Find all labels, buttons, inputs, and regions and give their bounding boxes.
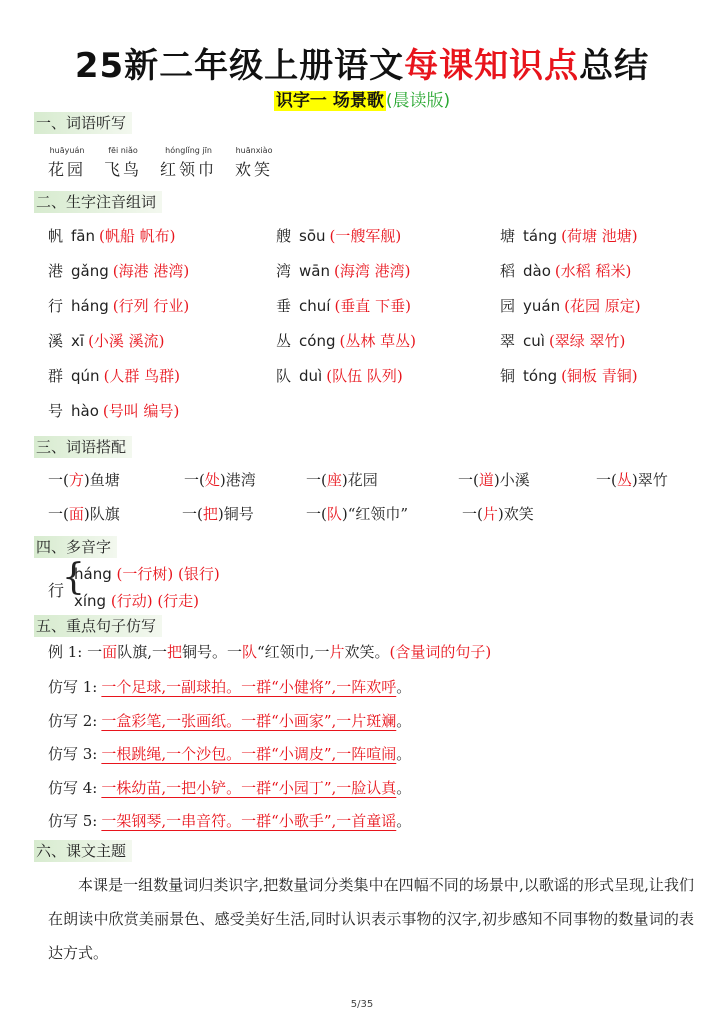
example-label: 例 1: — [48, 643, 83, 661]
hanzi: 花园 — [48, 160, 87, 179]
character-entry — [500, 295, 641, 316]
character-entry — [500, 225, 638, 246]
character-words: (行列 行业) — [112, 297, 190, 315]
character-entry — [48, 225, 175, 246]
example-note: (含量词的句子) — [389, 643, 492, 661]
section-heading-sentence-imitation: 五、重点句子仿写 — [34, 615, 162, 637]
character-words: (人群 鸟群) — [103, 367, 181, 385]
character: 丛 — [276, 332, 292, 350]
character-words: (铜板 青铜) — [561, 367, 638, 385]
character-entry — [48, 365, 180, 386]
measure-word: 队 — [326, 505, 342, 523]
brace-icon: { — [62, 557, 85, 598]
pinyin: gǎng — [71, 262, 109, 280]
imitation-label: 仿写 4: — [48, 778, 98, 797]
pinyin: cuì — [523, 332, 545, 350]
polyphone-words: (一行树) (银行) — [116, 565, 220, 583]
pinyin: fēi niǎo — [108, 146, 138, 155]
character-words: (号叫 编号) — [102, 402, 180, 420]
character-words: (队伍 队列) — [326, 367, 403, 385]
period: 。 — [396, 711, 412, 730]
measure-word: 把 — [202, 505, 218, 523]
imitation-label: 仿写 5: — [48, 812, 98, 830]
character-words: (小溪 溪流) — [88, 332, 165, 350]
pinyin: xī — [71, 332, 85, 350]
measure-word: 片 — [482, 505, 498, 523]
character-entry — [48, 260, 189, 281]
pinyin: háng — [74, 565, 112, 583]
collocation-text: 一( — [48, 471, 69, 489]
imitation-sentence — [48, 676, 411, 697]
lesson-name: 识字一 场景歌 — [275, 91, 384, 111]
character-words: (水稻 稻米) — [554, 262, 632, 280]
collocation-text: )铜号 — [217, 505, 254, 523]
pinyin: fān — [71, 227, 95, 245]
imitation-sentence — [48, 710, 411, 731]
polyphone-reading-1 — [74, 563, 220, 584]
dictation-word — [160, 146, 217, 180]
character-words: (花园 原定) — [564, 297, 641, 315]
section-heading-theme: 六、课文主题 — [34, 840, 132, 862]
section-heading-characters: 二、生字注音组词 — [34, 191, 162, 213]
measure-word: 面 — [102, 643, 118, 661]
pinyin: huāyuán — [49, 146, 85, 155]
period: 。 — [396, 812, 412, 830]
measure-word: 道 — [478, 471, 494, 489]
hanzi: 红领巾 — [160, 160, 218, 179]
measure-word: 丛 — [616, 471, 632, 489]
pinyin: tóng — [523, 367, 558, 385]
character-entry — [276, 295, 411, 316]
dictation-list — [48, 146, 291, 180]
character-words: (丛林 草丛) — [339, 332, 416, 350]
pinyin: háng — [71, 297, 109, 315]
period: 。 — [396, 778, 412, 797]
text: 一 — [87, 643, 103, 661]
character-words: (海湾 港湾) — [333, 262, 411, 280]
collocation-text: 一( — [306, 471, 327, 489]
pinyin: qún — [71, 367, 100, 385]
imitation-label: 仿写 2: — [48, 711, 98, 730]
character: 艘 — [276, 227, 292, 245]
imitation-label: 仿写 3: — [48, 745, 98, 763]
character-entry — [500, 330, 625, 351]
measure-word: 处 — [204, 471, 220, 489]
imitation-sentence — [48, 743, 411, 764]
character-words: (垂直 下垂) — [334, 297, 411, 315]
character-words: (海港 港湾) — [112, 262, 190, 280]
collocation-text: 一( — [596, 471, 617, 489]
dictation-word — [48, 146, 86, 180]
section-heading-collocations: 三、词语搭配 — [34, 436, 132, 458]
collocation-item — [48, 469, 120, 490]
collocation-item — [48, 503, 120, 524]
character-entry — [276, 225, 401, 246]
collocation-text: 一( — [182, 505, 203, 523]
character-entry — [500, 365, 638, 386]
collocation-text: 一( — [458, 471, 479, 489]
collocation-text: 一( — [184, 471, 205, 489]
hanzi: 欢笑 — [235, 160, 274, 179]
pinyin: chuí — [299, 297, 331, 315]
collocation-item — [184, 469, 256, 490]
pinyin: táng — [523, 227, 558, 245]
imitation-text: 一架钢琴,一串音符。一群“小歌手”,一首童谣 — [101, 812, 397, 830]
collocation-text: 一( — [306, 505, 327, 523]
measure-word: 方 — [68, 471, 84, 489]
lesson-note: (晨读版) — [385, 91, 451, 111]
character-words: (一艘军舰) — [329, 227, 402, 245]
collocation-text: )翠竹 — [631, 471, 668, 489]
pinyin: dào — [523, 262, 551, 280]
imitation-text: 一盒彩笔,一张画纸。一群“小画家”,一片斑斓 — [101, 711, 397, 730]
text: 欢笑。 — [344, 643, 390, 661]
measure-word: 把 — [166, 643, 182, 661]
dictation-word — [104, 146, 142, 180]
period: 。 — [396, 678, 412, 696]
character-entry — [276, 330, 416, 351]
pinyin: sōu — [299, 227, 326, 245]
character: 溪 — [48, 332, 64, 350]
pinyin: cóng — [299, 332, 336, 350]
character: 队 — [276, 367, 292, 385]
text: 铜号。一 — [181, 643, 242, 661]
polyphone-reading-2 — [74, 590, 199, 611]
text: 队旗,一 — [117, 643, 167, 661]
collocation-text: )花园 — [341, 471, 378, 489]
imitation-sentence — [48, 810, 411, 831]
character: 铜 — [500, 367, 516, 385]
page-title — [0, 38, 724, 87]
measure-word: 面 — [68, 505, 84, 523]
collocation-item — [182, 503, 254, 524]
character-entry — [500, 260, 631, 281]
imitation-text: 一株幼苗,一把小铲。一群“小园丁”,一脸认真 — [101, 778, 397, 797]
pinyin: wān — [299, 262, 330, 280]
character: 帆 — [48, 227, 64, 245]
collocation-item — [458, 469, 530, 490]
character: 湾 — [276, 262, 292, 280]
collocation-text: )“红领巾” — [341, 505, 409, 523]
pinyin: duì — [299, 367, 323, 385]
imitation-sentence — [48, 777, 411, 798]
measure-word: 座 — [326, 471, 342, 489]
hanzi: 飞鸟 — [104, 160, 143, 179]
polyphone-words: (行动) (行走) — [110, 592, 200, 610]
title-part2: 每课知识点 — [404, 46, 580, 86]
pinyin: xíng — [74, 592, 107, 610]
dictation-word — [235, 146, 273, 180]
character: 港 — [48, 262, 64, 280]
collocation-text: )队旗 — [83, 505, 120, 523]
pinyin: yuán — [523, 297, 561, 315]
section-heading-dictation: 一、词语听写 — [34, 112, 132, 134]
character-words: (荷塘 池塘) — [561, 227, 638, 245]
imitation-text: 一个足球,一副球拍。一群“小健将”,一阵欢呼 — [101, 678, 397, 696]
page-number: 5/35 — [350, 999, 374, 1010]
measure-word: 队 — [242, 643, 258, 661]
example-sentence — [48, 641, 491, 662]
pinyin: huānxiào — [235, 146, 273, 155]
character: 群 — [48, 367, 64, 385]
title-part1: 25新二年级上册语文 — [74, 46, 405, 86]
pinyin: hào — [71, 402, 99, 420]
character-entry — [48, 295, 189, 316]
measure-word: 片 — [329, 643, 345, 661]
character: 翠 — [500, 332, 516, 350]
character-words: (翠绿 翠竹) — [548, 332, 626, 350]
character-entry — [276, 260, 410, 281]
imitation-label: 仿写 1: — [48, 678, 98, 696]
text: “红领巾,一 — [257, 643, 330, 661]
character-entry — [48, 330, 165, 351]
character: 行 — [48, 297, 64, 315]
collocation-text: )鱼塘 — [83, 471, 120, 489]
collocation-item — [462, 503, 534, 524]
character: 园 — [500, 297, 516, 315]
title-part3: 总结 — [579, 46, 650, 86]
period: 。 — [396, 745, 412, 763]
character-entry — [276, 365, 403, 386]
pinyin: hónglǐng jīn — [165, 146, 212, 155]
collocation-item — [306, 503, 408, 524]
collocation-item — [596, 469, 668, 490]
character-words: (帆船 帆布) — [99, 227, 176, 245]
collocation-text: )欢笑 — [497, 505, 534, 523]
imitation-text: 一根跳绳,一个沙包。一群“小调皮”,一阵喧闹 — [101, 745, 397, 763]
character: 稻 — [500, 262, 516, 280]
collocation-text: 一( — [48, 505, 69, 523]
collocation-item — [306, 469, 378, 490]
character-entry — [48, 400, 179, 421]
character: 号 — [48, 402, 64, 420]
section-heading-polyphone: 四、多音字 — [34, 536, 117, 558]
polyphone-char: 行 — [48, 581, 65, 600]
collocation-text: 一( — [462, 505, 483, 523]
character: 塘 — [500, 227, 516, 245]
lesson-subtitle — [0, 86, 724, 111]
collocation-text: )小溪 — [493, 471, 530, 489]
character: 垂 — [276, 297, 292, 315]
theme-paragraph: 本课是一组数量词归类识字,把数量词分类集中在四幅不同的场景中,以歌谣的形式呈现,让我们在朗读中欣赏美丽景色、感受美好生活,同时认识表示事物的汉字,初步感知不同事物的数量词的表达方式。 — [48, 876, 694, 962]
collocation-text: )港湾 — [219, 471, 256, 489]
